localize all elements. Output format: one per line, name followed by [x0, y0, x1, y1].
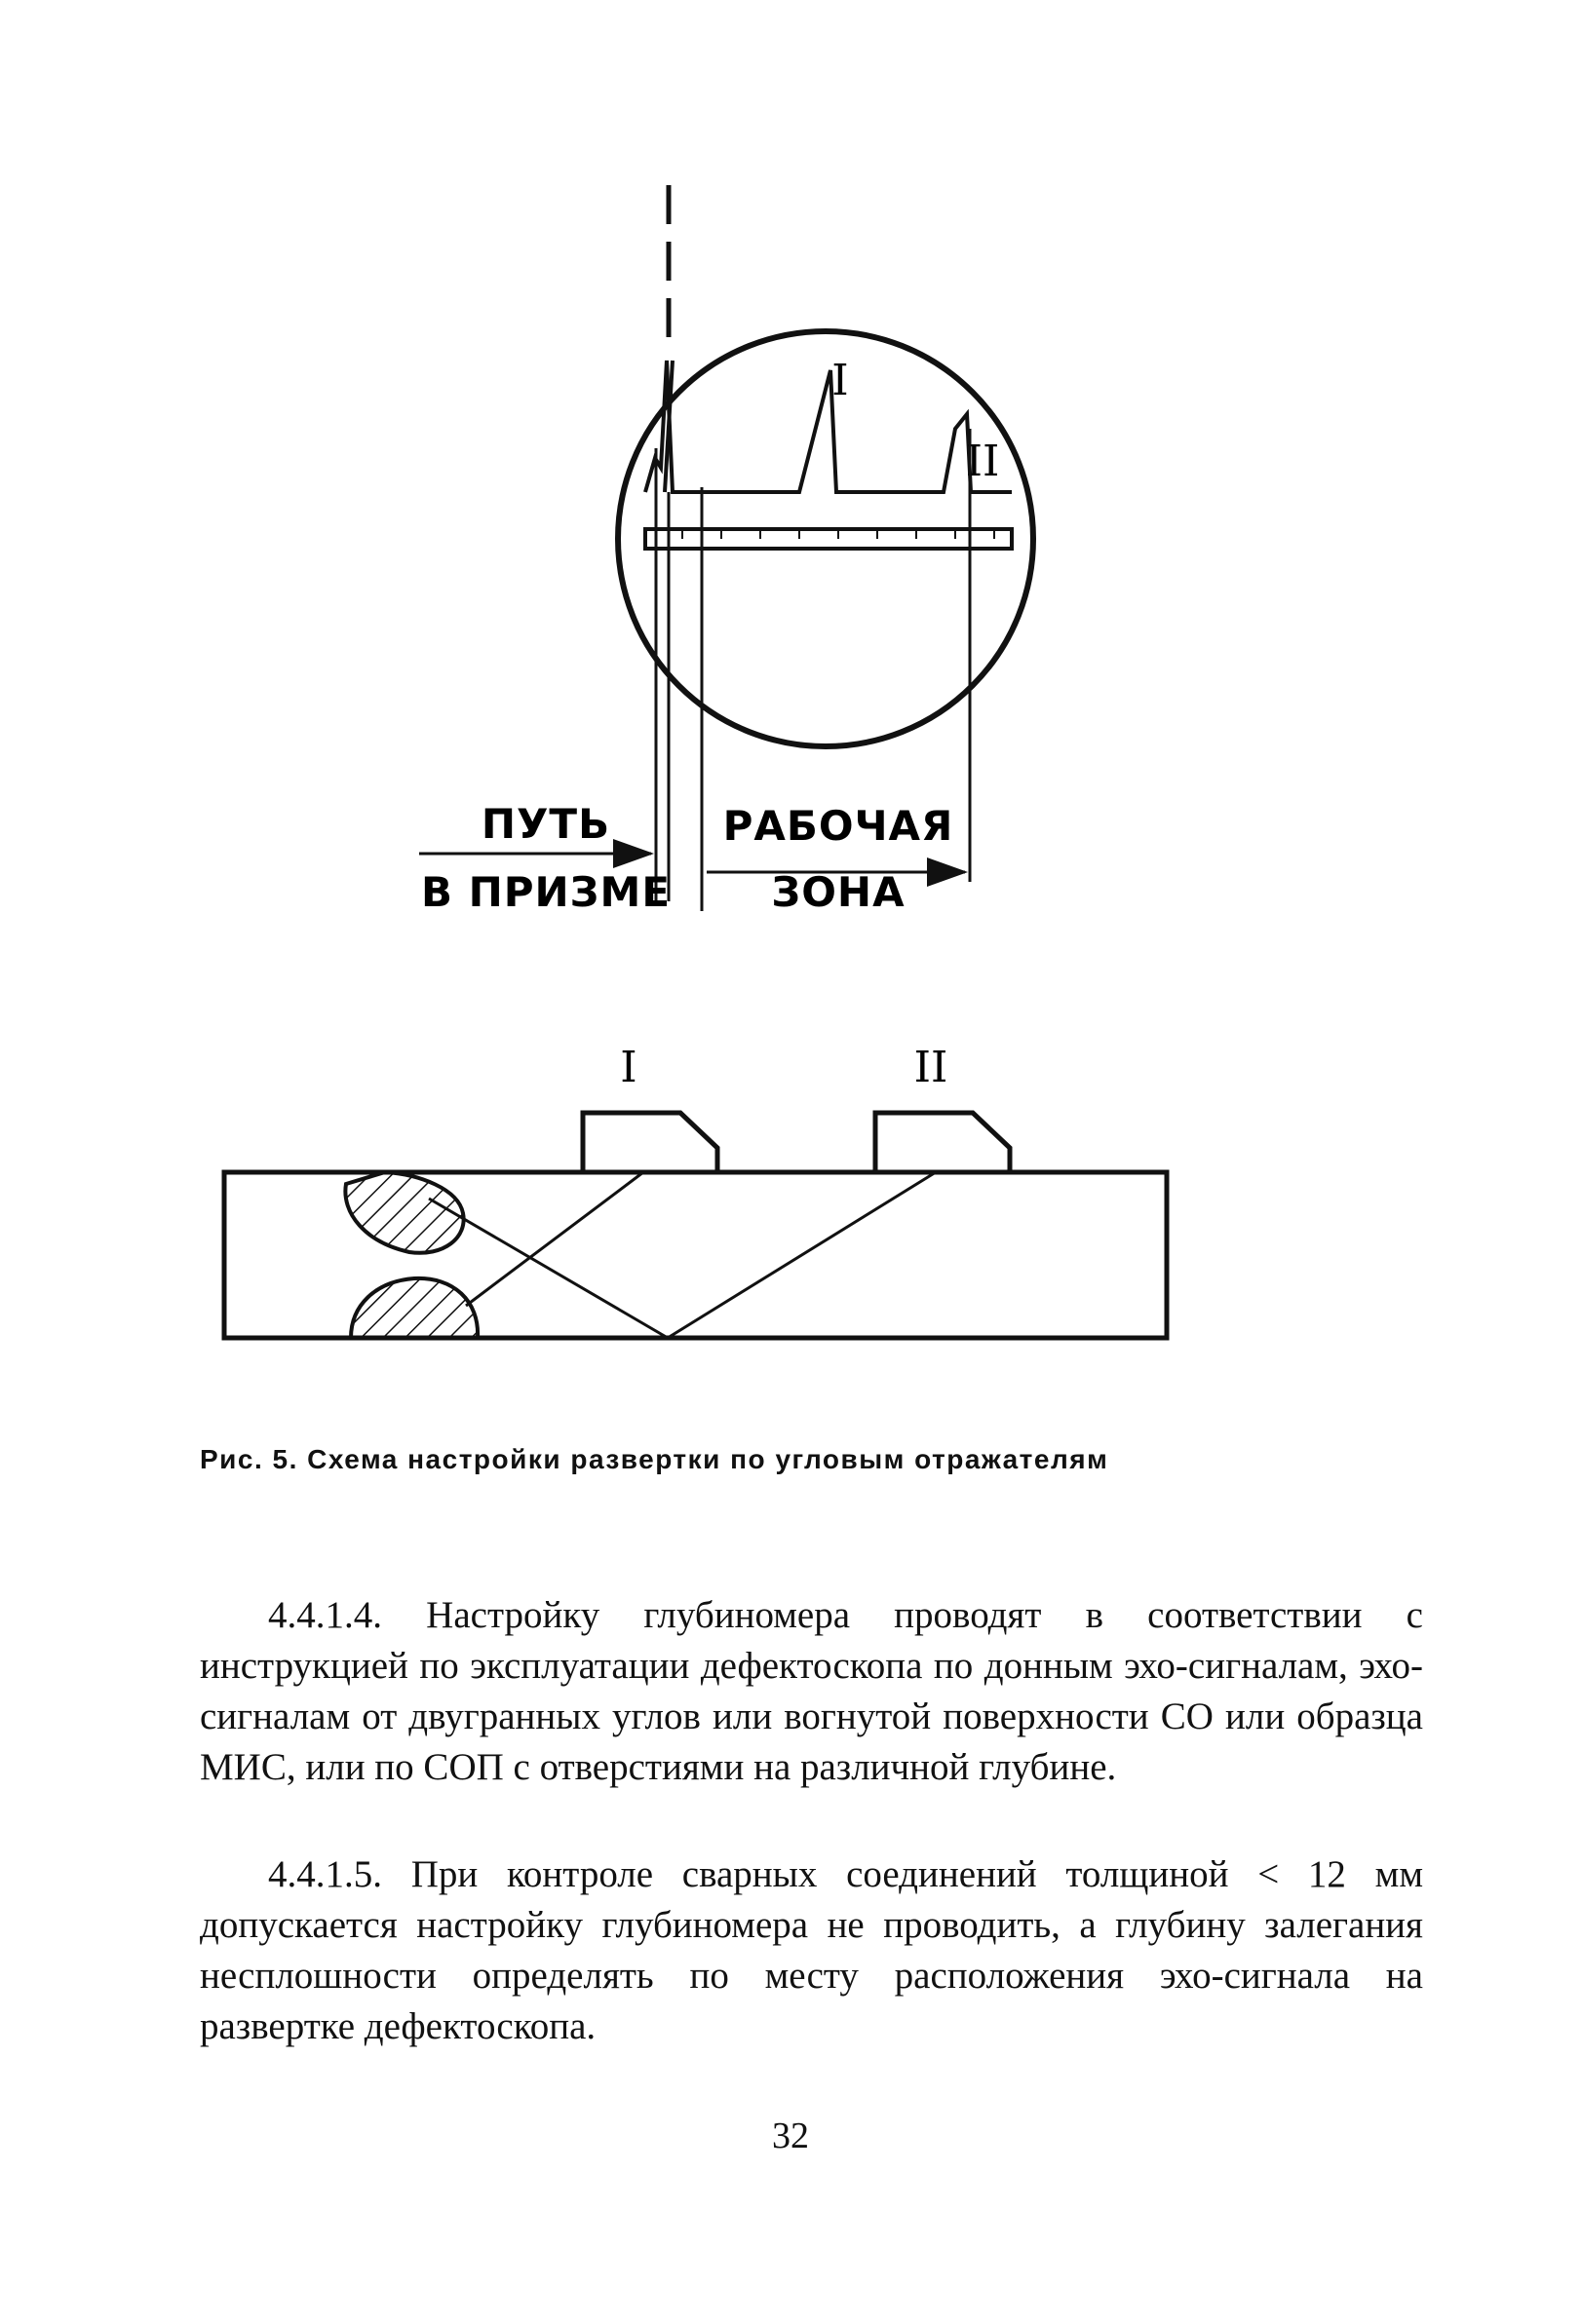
paragraph-4-4-1-4: 4.4.1.4. Настройку глубиномера проводят в соответствии с инструкцией по эксплуатации дефектоскопа по донным эхо-сигналам, эхо-сигналам от двугранных углов или вогнутой поверхности СО или образца МИС, или по СОП с отверстиями на различной глубине. — [200, 1594, 1423, 1788]
working-zone-label-bottom: ЗОНА — [771, 868, 906, 916]
prism-path-label-bottom: В ПРИЗМЕ — [420, 868, 672, 916]
figure-caption: Рис. 5. Схема настройки развертки по угловым отражателям — [200, 1444, 1109, 1474]
page-number: 32 — [772, 2115, 809, 2156]
test-specimen — [224, 1172, 1167, 1338]
paragraph-4-4-1-5: 4.4.1.5. При контроле сварных соединений толщиной < 12 мм допускается настройку глубиномера не проводить, а глубину залегания несплошности определять по месту расположения эхо-сигнала на развертке дефектоскопа. — [200, 1853, 1423, 2047]
probe-1 — [583, 1113, 717, 1172]
prism-path-label-top: ПУТЬ — [481, 800, 611, 848]
probe-label-1: I — [620, 1043, 637, 1092]
probe-label-2: II — [913, 1043, 948, 1092]
probe-2 — [875, 1113, 1010, 1172]
working-zone-label-top: РАБОЧАЯ — [722, 802, 954, 850]
peak-label-1: I — [831, 356, 849, 405]
peak-label-2: II — [965, 437, 1000, 486]
